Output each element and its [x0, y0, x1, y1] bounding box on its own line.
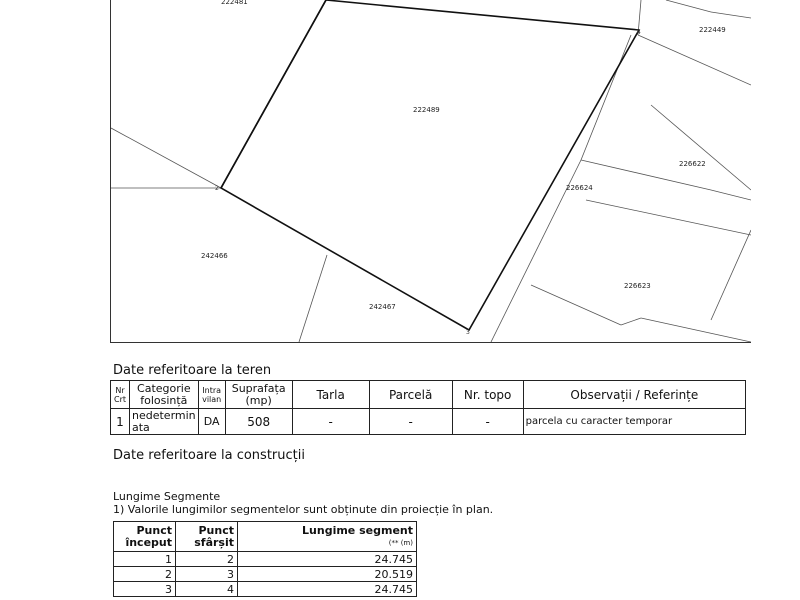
parcel-label: 242467: [369, 303, 396, 311]
parcel-label: 226623: [624, 282, 651, 290]
cell-end: 4: [176, 582, 238, 597]
header-start: Punct început: [114, 522, 176, 552]
parcel-label: 222449: [699, 26, 726, 34]
header-nr-topo: Nr. topo: [452, 381, 523, 409]
cell-end: 3: [176, 567, 238, 582]
cell-start: 1: [114, 552, 176, 567]
segmente-table: [113, 521, 417, 597]
parcel-label: 222481: [221, 0, 248, 6]
cell-tarla: -: [292, 409, 369, 435]
teren-table: [110, 380, 746, 435]
cell-suprafata: 508: [225, 409, 292, 435]
parcel-label: 222489: [413, 106, 440, 114]
parcel-label: 226622: [679, 160, 706, 168]
header-tarla: Tarla: [292, 381, 369, 409]
header-length: [238, 522, 417, 552]
header-length-label: Lungime segment: [302, 523, 413, 537]
main-parcel-outline: [221, 0, 639, 330]
header-length-unit: (** (m): [388, 538, 413, 547]
parcel-label: 242466: [201, 252, 228, 260]
header-parcela: Parcelă: [369, 381, 452, 409]
point-label: 4: [637, 29, 641, 36]
parcel-label: 226624: [566, 184, 593, 192]
cell-intravilan: DA: [198, 409, 225, 435]
cell-end: 2: [176, 552, 238, 567]
cell-parcela: -: [369, 409, 452, 435]
point-label: 2: [215, 185, 219, 192]
constructii-title: Date referitoare la construcții: [113, 448, 305, 463]
cell-nr: 1: [111, 409, 130, 435]
cell-length: 20.519: [238, 567, 417, 582]
cell-start: 3: [114, 582, 176, 597]
cell-observatii: parcela cu caracter temporar: [523, 409, 745, 435]
cell-length: 24.745: [238, 582, 417, 597]
cell-length: 24.745: [238, 552, 417, 567]
teren-title: Date referitoare la teren: [113, 363, 272, 378]
segmente-title: Lungime Segmente: [113, 490, 221, 503]
point-label: 3: [466, 329, 470, 336]
header-end: Punct sfârșit: [176, 522, 238, 552]
header-nr: Nr Crt: [111, 381, 130, 409]
cadastral-map: [110, 0, 751, 343]
table-row: [114, 582, 417, 597]
header-suprafata: Suprafața (mp): [225, 381, 292, 409]
cell-start: 2: [114, 567, 176, 582]
map-drawing: [111, 0, 751, 342]
cell-categorie: nedetermin ata: [130, 409, 199, 435]
header-observatii: Observații / Referințe: [523, 381, 745, 409]
table-row: [114, 567, 417, 582]
cell-nr-topo: -: [452, 409, 523, 435]
header-categorie: Categorie folosință: [130, 381, 199, 409]
segmente-note: 1) Valorile lungimilor segmentelor sunt obținute din proiecție în plan.: [113, 503, 494, 516]
header-intravilan: Intra vilan: [198, 381, 225, 409]
table-row: [114, 552, 417, 567]
